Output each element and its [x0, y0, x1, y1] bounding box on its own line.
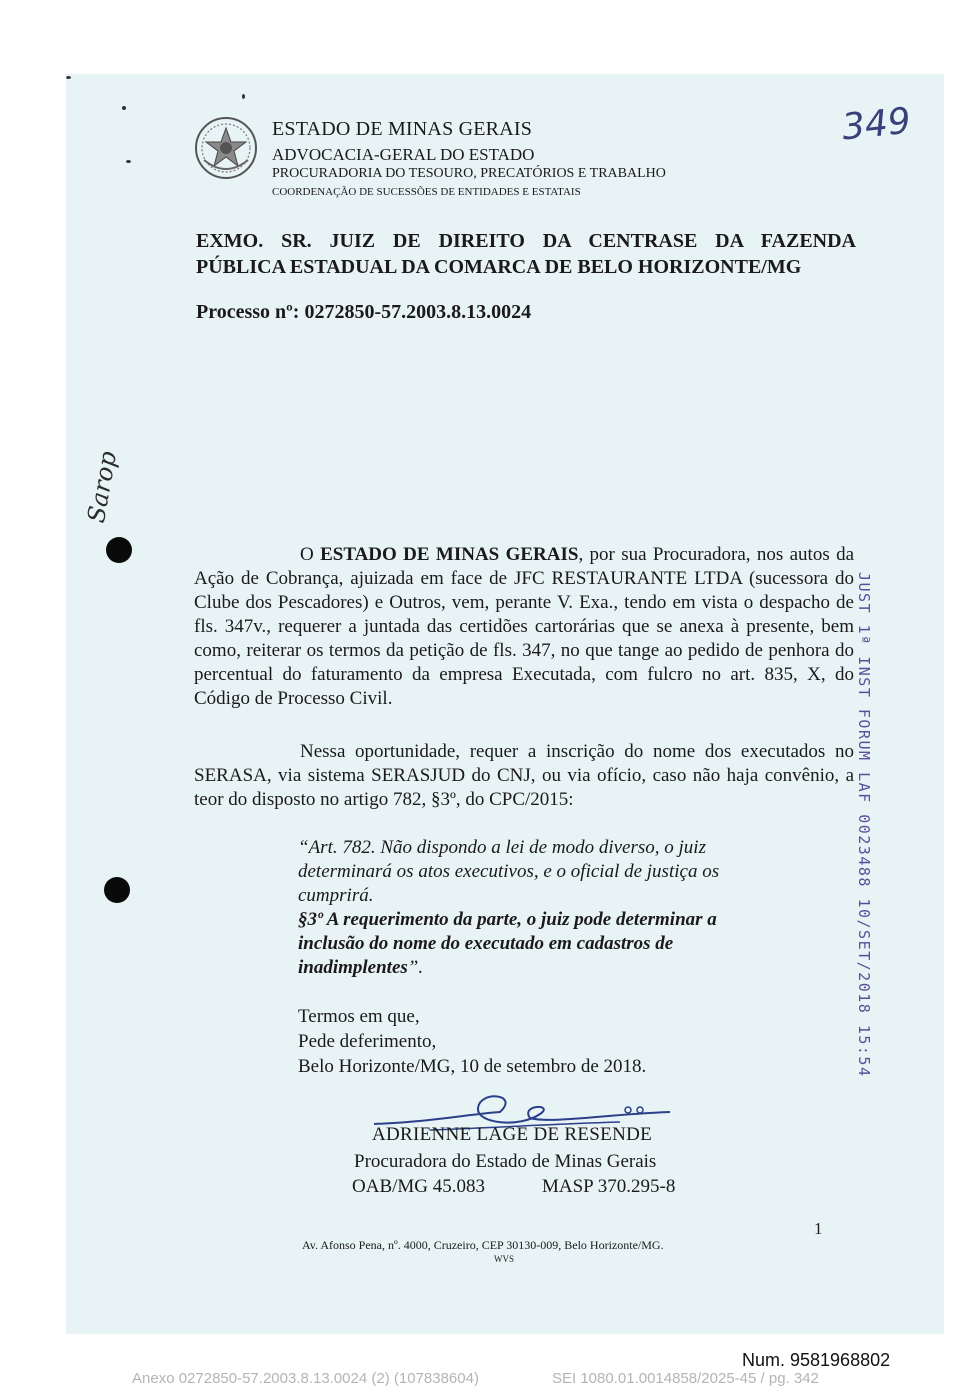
header-state: ESTADO DE MINAS GERAIS — [272, 118, 533, 140]
header-agency: ADVOCACIA-GERAL DO ESTADO — [272, 145, 535, 164]
header-department: PROCURADORIA DO TESOURO, PRECATÓRIOS E TRABALHO — [272, 166, 666, 181]
process-number: Processo nº: 0272850-57.2003.8.13.0024 — [196, 301, 532, 323]
scan-speck — [66, 76, 71, 79]
addressee — [196, 228, 856, 280]
handwritten-page-number: 349 — [840, 100, 913, 149]
footer-address: Av. Afonso Pena, nº. 4000, Cruzeiro, CEP 30130-009, Belo Horizonte/MG. — [302, 1238, 664, 1252]
punch-hole — [104, 877, 130, 903]
paragraph-text: , por sua Procuradora, nos autos da Ação de Cobrança, ajuizada em face de JFC RESTAURANTE LTDA (sucessora do Clube dos Pescadores) e Outros, vem, perante V. Exa., tendo em vista o despacho de fls. 347v., requerer a juntada das certidões cartorárias que se anexa à presente, bem como, reiterar os termos da petição de fls. 347, no que tange ao pedido de penhora do percentual do faturamento da empresa Executada, com fulcro no art. 835, X, do Código de Processo Civil. — [194, 544, 854, 709]
closing-line-2: Pede deferimento, — [298, 1031, 437, 1052]
page-number: 1 — [814, 1219, 823, 1238]
signatory-oab: OAB/MG 45.083 — [352, 1176, 486, 1197]
signatory-role: Procuradora do Estado de Minas Gerais — [354, 1151, 657, 1172]
paragraph-request — [194, 543, 854, 711]
punch-hole — [106, 537, 132, 563]
quote-close: ”. — [407, 957, 424, 978]
closing — [298, 1004, 646, 1079]
sei-reference: SEI 1080.01.0014858/2025-45 / pg. 342 — [552, 1370, 819, 1387]
paragraph-party: ESTADO DE MINAS GERAIS — [320, 544, 579, 565]
addressee-line-2: PÚBLICA ESTADUAL DA COMARCA DE BELO HORIZONTE/MG — [196, 256, 802, 278]
legal-quote — [298, 836, 768, 980]
scan-speck — [126, 160, 131, 163]
paragraph-lead: O — [300, 544, 321, 565]
document-number: Num. 9581968802 — [742, 1350, 891, 1370]
annex-reference: Anexo 0272850-57.2003.8.13.0024 (2) (107838604) — [132, 1370, 479, 1387]
quote-article: “Art. 782. Não dispondo a lei de modo diverso, o juiz determinará os atos executivos, e o oficial de justiça os cumprirá. — [298, 837, 720, 906]
addressee-line-1: EXMO. SR. JUIZ DE DIREITO DA CENTRASE DA FAZENDA — [196, 230, 856, 252]
closing-date: Belo Horizonte/MG, 10 de setembro de 2018. — [298, 1056, 647, 1077]
closing-line-1: Termos em que, — [298, 1006, 420, 1027]
scan-speck — [122, 106, 126, 110]
protocol-stamp: JUST 1ª INST FORUM LAF 0023488 10/SET/2018 15:54 — [855, 572, 873, 1078]
quote-paragraph: §3º A requerimento da parte, o juiz pode determinar a inclusão do nome do executado em cadastros de inadimplentes — [298, 909, 717, 978]
scan-speck — [242, 94, 245, 99]
signatory-name: ADRIENNE LAGE DE RESENDE — [372, 1124, 653, 1145]
paragraph-serasa: Nessa oportunidade, requer a inscrição do nome dos executados no SERASA, via sistema SERASJUD do CNJ, ou via ofício, caso não haja convênio, a teor do disposto no artigo 782, §3º, do CPC/2015: — [194, 741, 854, 810]
footer-initials: WVS — [494, 1254, 514, 1264]
header-coordination: COORDENAÇÃO DE SUCESSÕES DE ENTIDADES E ESTATAIS — [272, 186, 581, 198]
signatory-masp: MASP 370.295-8 — [542, 1176, 676, 1197]
state-seal-icon — [194, 116, 258, 180]
margin-handwriting: Sarop — [82, 449, 123, 525]
